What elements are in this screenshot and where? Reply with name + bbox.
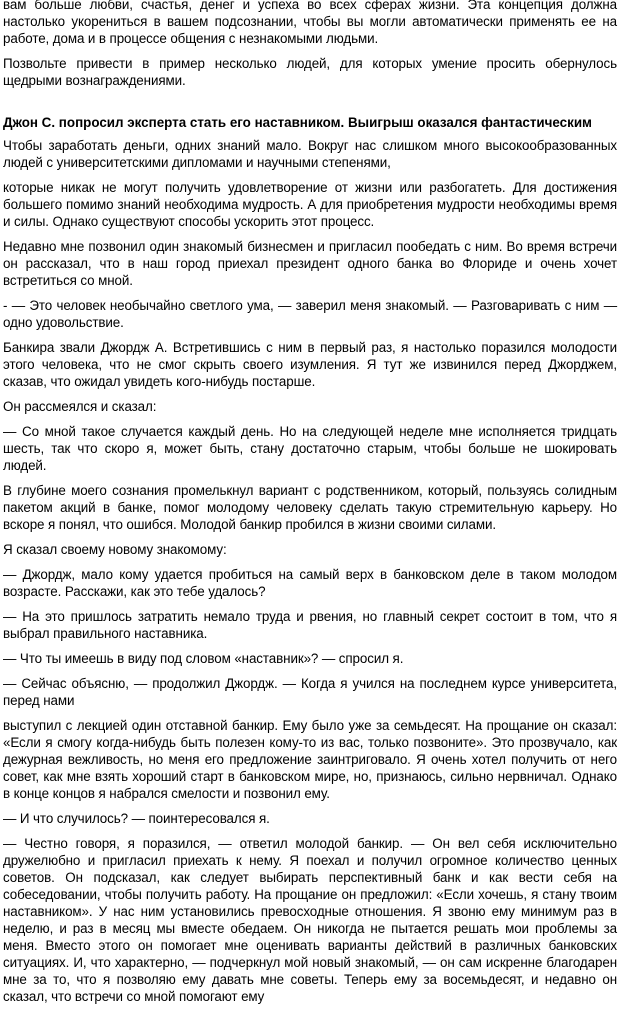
paragraph-10: — Джордж, мало кому удается пробиться на самый верх в банковском деле в таком молодом возрасте. Расскажи, как это тебе удалось? — [3, 567, 617, 599]
paragraph-13: — Сейчас объясню, — продолжил Джордж. — Когда я учился на последнем курсе университета, перед нами — [3, 676, 617, 708]
paragraph-5: Банкира звали Джордж А. Встретившись с ним в первый раз, я настолько поразился молодости этого человека, что не смог скрыть своего изумления. Я тут же извинился перед Джорджем, сказав, что ожидал увидеть кого-нибудь постарше. — [3, 340, 617, 389]
paragraph-2: которые никак не могут получить удовлетворение от жизни или разбогатеть. Для достижения большего помимо знаний необходима мудрость. А для приобретения мудрости необходимы время и силы. Однако существуют способы ускорить этот процесс. — [3, 180, 617, 229]
paragraph-7: — Со мной такое случается каждый день. Но на следующей неделе мне исполняется тридцать шесть, так что скоро я, может быть, стану достаточно старым, чтобы больше не шокировать людей. — [3, 424, 617, 473]
paragraph-12: — Что ты имеешь в виду под словом «наставник»? — спросил я. — [3, 651, 404, 666]
paragraph-3: Недавно мне позвонил один знакомый бизнесмен и пригласил пообедать с ним. Во время встречи он рассказал, что в наш город приехал президент одного банка во Флориде и очень хочет встретиться со мной. — [3, 239, 617, 288]
paragraph-6: Он рассмеялся и сказал: — [3, 399, 157, 414]
paragraph-14: выступил с лекцией один отставной банкир. Ему было уже за семьдесят. На прощание он сказал: «Если я смогу когда-нибудь быть полезен кому-то из вас, только позвоните». Это прозвучало, как дежурная вежливость, но меня его предложение заинтриговало. Я очень хотел получить от него совет, как мне взять хороший старт в банковском мире, но, признаюсь, сильно нервничал. Однако в конце концов я набрался смелости и позвонил ему. — [3, 718, 617, 801]
paragraph-intro-1: вам больше любви, счастья, денег и успеха во всех сферах жизни. Эта концепция должна настолько укорениться в вашем подсознании, чтобы вы могли автоматически применять ее на работе, дома и в процессе общения с незнакомыми людьми. — [3, 0, 617, 46]
paragraph-15: — И что случилось? — поинтересовался я. — [3, 811, 270, 826]
paragraph-intro-2: Позвольте привести в пример несколько людей, для которых умение просить обернулось щедрыми вознаграждениями. — [3, 56, 617, 88]
paragraph-16: — Честно говоря, я поразился, — ответил молодой банкир. — Он вел себя исключительно дружелюбно и пригласил приехать к нему. Я поехал и получил огромное количество ценных советов. Он подсказал, как следует выбирать перспективный банк и как вести себя на собеседовании, чтобы получить работу. На прощание он предложил: «Если хочешь, я стану твоим наставником». У нас ним установились превосходные отношения. Я звоню ему минимум раз в неделю, и раз в месяц мы вместе обедаем. Он никогда не пытается решать мои проблемы за меня. Вместо этого он помогает мне оценивать варианты действий в различных банковских ситуациях. И, что характерно, — подчеркнул мой новый знакомый, — он сам искренне благодарен мне за то, что я позволяю ему давать мне советы. Теперь ему за восемьдесят, и недавно он сказал, что встречи со мной помогают ему — [3, 836, 617, 1004]
paragraph-4: - — Это человек необычайно светлого ума, — заверил меня знакомый. — Разговаривать с ним — одно удовольствие. — [3, 298, 617, 330]
paragraph-11: — На это пришлось затратить немало труда и рвения, но главный секрет состоит в том, что я выбрал правильного наставника. — [3, 609, 617, 641]
section-heading: Джон С. попросил эксперта стать его наставником. Выигрыш оказался фантастическим — [3, 115, 592, 130]
paragraph-9: Я сказал своему новому знакомому: — [3, 542, 227, 557]
paragraph-1: Чтобы заработать деньги, одних знаний мало. Вокруг нас слишком много высокообразованных людей с университетскими дипломами и научными степенями, — [3, 138, 617, 170]
paragraph-8: В глубине моего сознания промелькнул вариант с родственником, который, пользуясь солидным пакетом акций в банке, помог молодому человеку сделать такую стремительную карьеру. Но вскоре я понял, что ошибся. Молодой банкир пробился в жизни своими силами. — [3, 483, 617, 532]
